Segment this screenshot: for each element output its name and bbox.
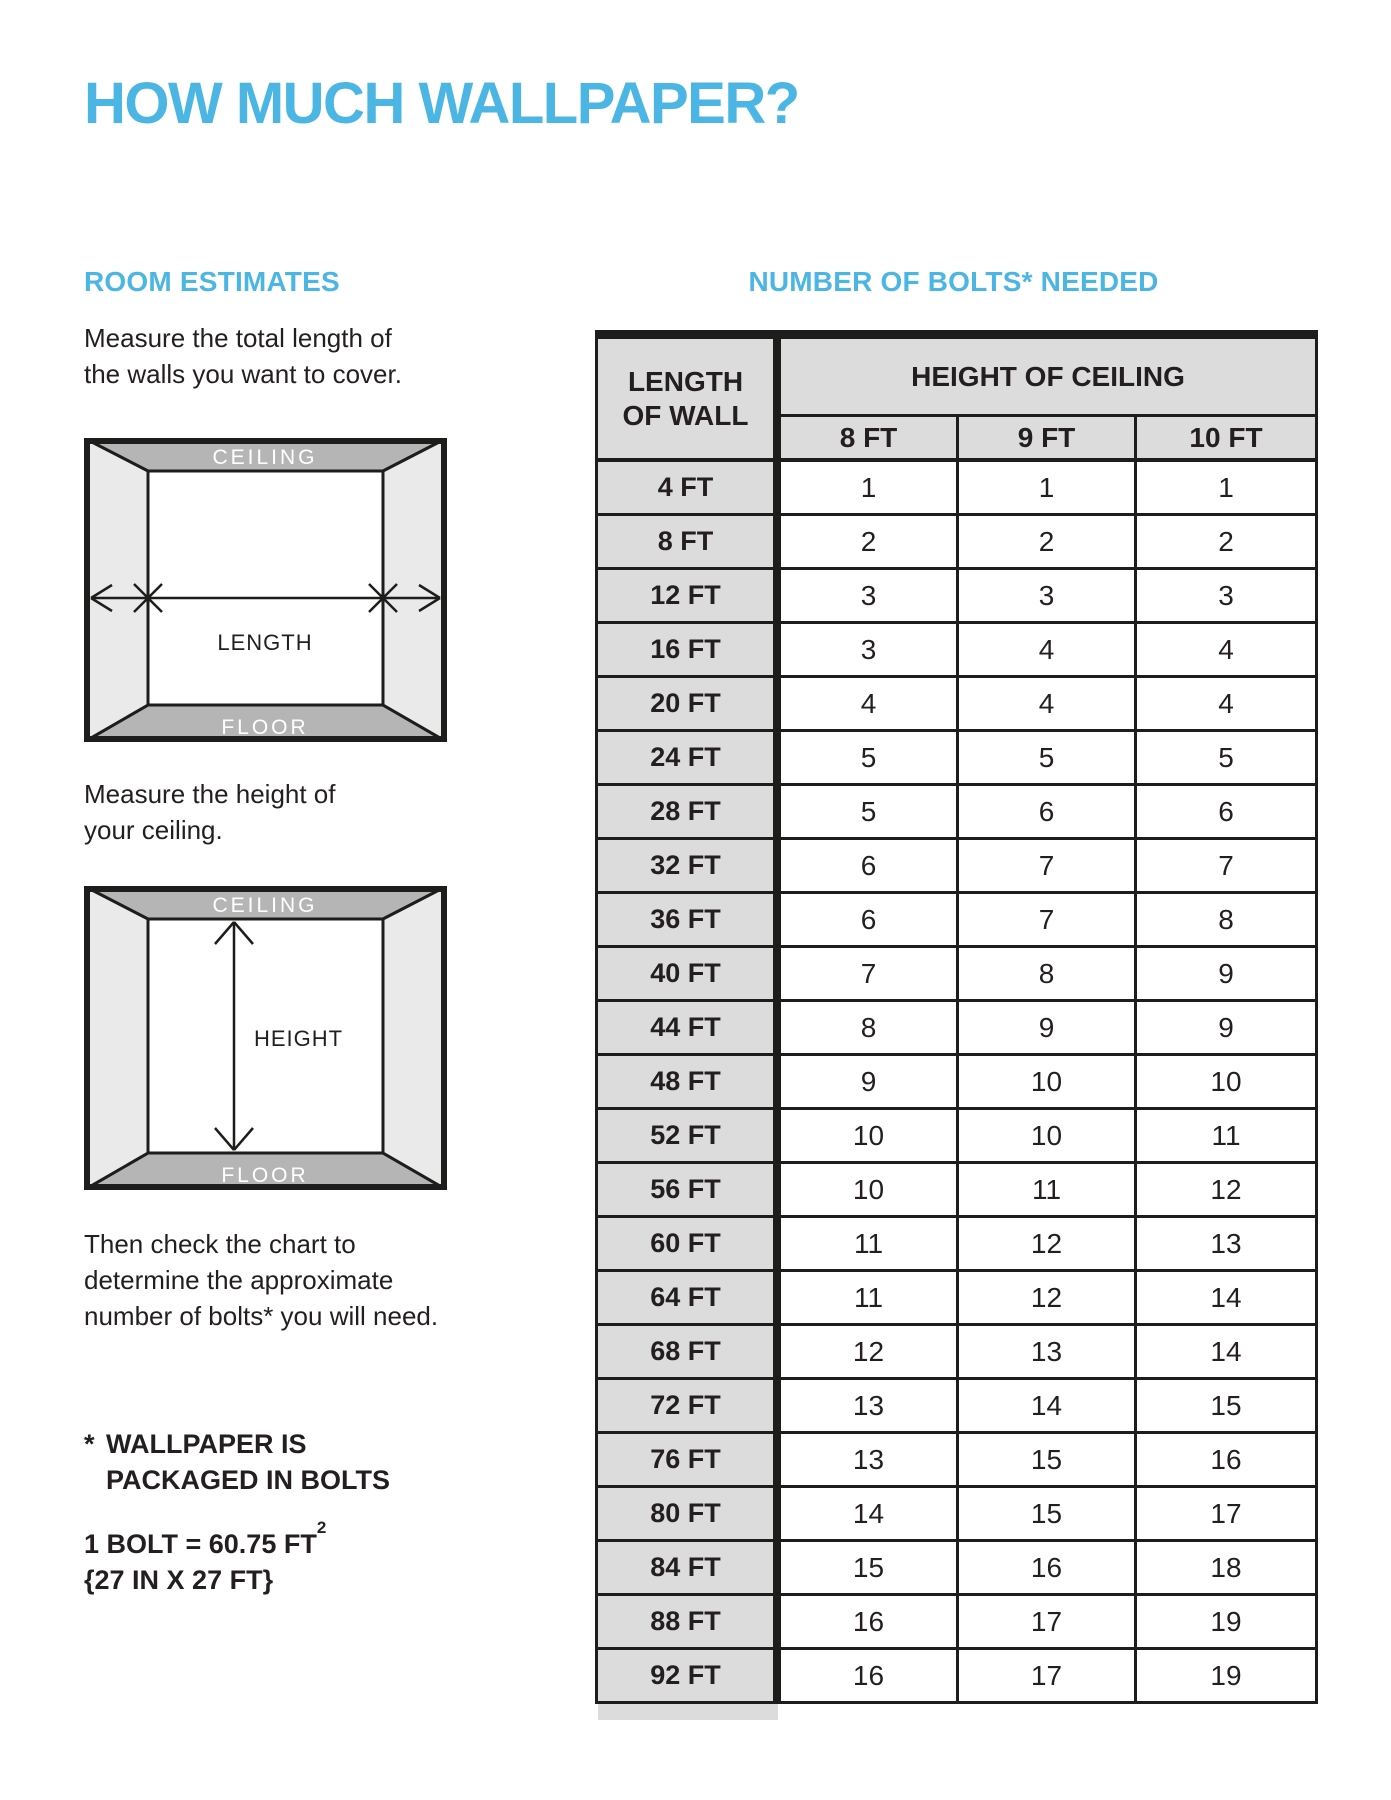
table-cell-9ft: 8 <box>959 948 1137 1002</box>
para-line: the walls you want to cover. <box>84 359 402 389</box>
table-cell-10ft: 18 <box>1137 1542 1315 1596</box>
table-cell-9ft: 10 <box>959 1110 1137 1164</box>
row-header-title <box>598 339 781 462</box>
table-row-label: 48 FT <box>598 1056 781 1110</box>
table-cell-8ft: 6 <box>781 840 959 894</box>
table-cell-9ft: 15 <box>959 1434 1137 1488</box>
measure-height-instruction <box>84 776 336 848</box>
table-footer-strip <box>598 1704 778 1720</box>
table-row-label: 60 FT <box>598 1218 781 1272</box>
room-estimates-heading: ROOM ESTIMATES <box>84 266 340 297</box>
check-chart-instruction <box>84 1226 438 1334</box>
bolts-needed-heading: NUMBER OF BOLTS* NEEDED <box>748 266 1159 297</box>
table-row-label: 84 FT <box>598 1542 781 1596</box>
table-row-label: 92 FT <box>598 1650 781 1704</box>
table-row-label: 44 FT <box>598 1002 781 1056</box>
table-cell-10ft: 19 <box>1137 1596 1315 1650</box>
table-cell-8ft: 13 <box>781 1380 959 1434</box>
table-row-label: 68 FT <box>598 1326 781 1380</box>
table-cell-10ft: 16 <box>1137 1434 1315 1488</box>
table-cell-10ft: 1 <box>1137 462 1315 516</box>
para-line: number of bolts* you will need. <box>84 1301 439 1331</box>
row-header-line: LENGTH <box>627 365 744 397</box>
right-wall <box>383 886 447 1190</box>
table-row-label: 36 FT <box>598 894 781 948</box>
para-line: Then check the chart to <box>84 1229 356 1259</box>
table-cell-10ft: 9 <box>1137 1002 1315 1056</box>
table-row-label: 16 FT <box>598 624 781 678</box>
table-row-label: 24 FT <box>598 732 781 786</box>
table-cell-8ft: 16 <box>781 1650 959 1704</box>
table-row-label: 32 FT <box>598 840 781 894</box>
left-wall <box>84 886 148 1190</box>
table-cell-10ft: 4 <box>1137 624 1315 678</box>
table-cell-9ft: 7 <box>959 894 1137 948</box>
table-cell-8ft: 5 <box>781 732 959 786</box>
ceiling-label: CEILING <box>212 894 318 917</box>
table-cell-9ft: 1 <box>959 462 1137 516</box>
table-cell-10ft: 5 <box>1137 732 1315 786</box>
table-row-label: 80 FT <box>598 1488 781 1542</box>
room-length-diagram <box>84 438 447 742</box>
table-cell-8ft: 11 <box>781 1272 959 1326</box>
table-row-label: 88 FT <box>598 1596 781 1650</box>
table-cell-10ft: 19 <box>1137 1650 1315 1704</box>
floor-label: FLOOR <box>221 716 309 739</box>
row-header-line: OF WALL <box>622 399 749 431</box>
para-line: your ceiling. <box>84 815 223 845</box>
column-group-header: HEIGHT OF CEILING <box>781 339 1315 417</box>
room-height-diagram <box>84 886 447 1190</box>
bolts-table <box>595 330 1318 1704</box>
ceiling-label: CEILING <box>212 446 318 469</box>
table-cell-9ft: 12 <box>959 1218 1137 1272</box>
table-cell-8ft: 7 <box>781 948 959 1002</box>
table-cell-8ft: 16 <box>781 1596 959 1650</box>
table-cell-8ft: 10 <box>781 1110 959 1164</box>
column-header-10ft: 10 FT <box>1137 417 1315 462</box>
table-cell-10ft: 8 <box>1137 894 1315 948</box>
bolt-size-info <box>84 1520 326 1598</box>
table-cell-9ft: 7 <box>959 840 1137 894</box>
para-line: determine the approximate <box>84 1265 394 1295</box>
table-cell-10ft: 10 <box>1137 1056 1315 1110</box>
para-line: Measure the total length of <box>84 323 392 353</box>
table-row-label: 8 FT <box>598 516 781 570</box>
height-label: HEIGHT <box>254 1026 344 1051</box>
table-cell-10ft: 13 <box>1137 1218 1315 1272</box>
table-cell-8ft: 3 <box>781 624 959 678</box>
table-cell-9ft: 2 <box>959 516 1137 570</box>
table-row-label: 76 FT <box>598 1434 781 1488</box>
table-cell-8ft: 10 <box>781 1164 959 1218</box>
table-cell-8ft: 1 <box>781 462 959 516</box>
column-header-9ft: 9 FT <box>959 417 1137 462</box>
bolt-dimensions: {27 IN X 27 FT} <box>84 1565 274 1595</box>
table-row-label: 52 FT <box>598 1110 781 1164</box>
length-label: LENGTH <box>217 630 313 655</box>
wallpaper-bolts-footnote <box>84 1426 390 1498</box>
table-cell-10ft: 2 <box>1137 516 1315 570</box>
table-row-label: 40 FT <box>598 948 781 1002</box>
back-wall <box>148 471 383 705</box>
table-cell-10ft: 14 <box>1137 1272 1315 1326</box>
footnote-line: * WALLPAPER IS <box>84 1426 390 1462</box>
asterisk: * <box>84 1429 95 1459</box>
table-cell-9ft: 10 <box>959 1056 1137 1110</box>
table-cell-9ft: 4 <box>959 624 1137 678</box>
table-cell-8ft: 6 <box>781 894 959 948</box>
table-cell-8ft: 8 <box>781 1002 959 1056</box>
table-cell-9ft: 14 <box>959 1380 1137 1434</box>
table-cell-8ft: 4 <box>781 678 959 732</box>
table-cell-10ft: 15 <box>1137 1380 1315 1434</box>
table-cell-8ft: 11 <box>781 1218 959 1272</box>
table-row-label: 28 FT <box>598 786 781 840</box>
table-cell-8ft: 5 <box>781 786 959 840</box>
table-cell-9ft: 3 <box>959 570 1137 624</box>
table-cell-9ft: 4 <box>959 678 1137 732</box>
table-cell-8ft: 2 <box>781 516 959 570</box>
table-cell-10ft: 17 <box>1137 1488 1315 1542</box>
table-row-label: 56 FT <box>598 1164 781 1218</box>
table-cell-10ft: 4 <box>1137 678 1315 732</box>
table-row-label: 64 FT <box>598 1272 781 1326</box>
footnote-line: PACKAGED IN BOLTS <box>106 1465 391 1495</box>
column-header-8ft: 8 FT <box>781 417 959 462</box>
table-row-label: 4 FT <box>598 462 781 516</box>
table-cell-8ft: 15 <box>781 1542 959 1596</box>
table-cell-9ft: 6 <box>959 786 1137 840</box>
table-cell-9ft: 17 <box>959 1596 1137 1650</box>
table-cell-9ft: 16 <box>959 1542 1137 1596</box>
table-cell-10ft: 11 <box>1137 1110 1315 1164</box>
table-cell-8ft: 9 <box>781 1056 959 1110</box>
table-cell-10ft: 7 <box>1137 840 1315 894</box>
table-cell-9ft: 9 <box>959 1002 1137 1056</box>
table-cell-10ft: 6 <box>1137 786 1315 840</box>
table-cell-9ft: 17 <box>959 1650 1137 1704</box>
superscript-2: 2 <box>316 1518 327 1537</box>
table-cell-9ft: 13 <box>959 1326 1137 1380</box>
table-cell-9ft: 11 <box>959 1164 1137 1218</box>
table-cell-8ft: 12 <box>781 1326 959 1380</box>
page-title: HOW MUCH WALLPAPER? <box>84 71 799 136</box>
table-cell-10ft: 14 <box>1137 1326 1315 1380</box>
table-cell-10ft: 12 <box>1137 1164 1315 1218</box>
table-cell-10ft: 3 <box>1137 570 1315 624</box>
bolt-equation: 1 BOLT = 60.75 $FT^2$ <box>84 1518 327 1559</box>
para-line: Measure the height of <box>84 779 336 809</box>
table-cell-8ft: 13 <box>781 1434 959 1488</box>
table-row-label: 12 FT <box>598 570 781 624</box>
table-cell-9ft: 5 <box>959 732 1137 786</box>
table-row-label: 72 FT <box>598 1380 781 1434</box>
measure-length-instruction <box>84 320 402 392</box>
table-cell-10ft: 9 <box>1137 948 1315 1002</box>
floor-label: FLOOR <box>221 1164 309 1187</box>
table-cell-8ft: 14 <box>781 1488 959 1542</box>
table-cell-9ft: 15 <box>959 1488 1137 1542</box>
table-cell-9ft: 12 <box>959 1272 1137 1326</box>
table-row-label: 20 FT <box>598 678 781 732</box>
table-cell-8ft: 3 <box>781 570 959 624</box>
